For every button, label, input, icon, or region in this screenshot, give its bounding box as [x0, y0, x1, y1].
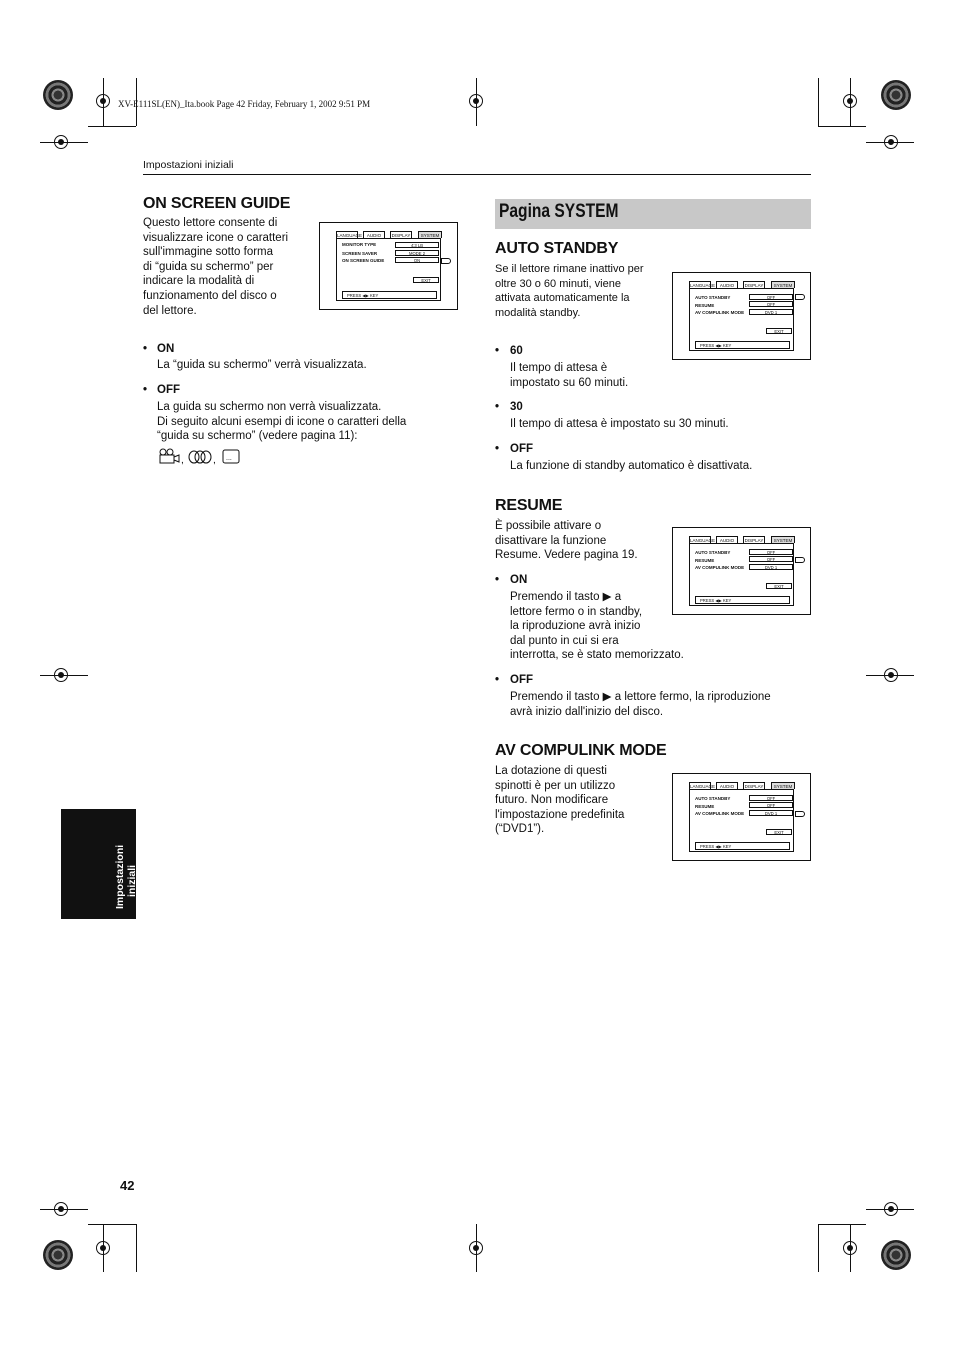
- auto-standby-off-label: OFF: [510, 443, 533, 455]
- osd-screenshot-auto-standby: LANGUAGE AUDIO DISPLAY SYSTEM AUTO STANDBY RESUME AV COMPULINK MODE OFF OFF DVD 1 EXIT PRESS ◀▶ KEY: [672, 272, 811, 360]
- color-target-icon: [43, 1240, 73, 1270]
- header-rule: [143, 174, 811, 175]
- resume-on-text: Premendo il tasto ▶ a lettore fermo o in standby, la riproduzione avrà inizio dal punto in cui si era interrotta, se è stato memorizzato.: [510, 591, 684, 662]
- section-heading-on-screen-guide: ON SCREEN GUIDE: [143, 195, 291, 212]
- section-heading-resume: RESUME: [495, 497, 563, 514]
- camera-angle-icon: [157, 447, 247, 465]
- on-screen-guide-intro: Questo lettore consente di visualizzare icone o caratteri sull'immagine sotto forma di “guida su schermo” per indicare la modalità di funzionamento del disco o del lettore.: [143, 217, 289, 317]
- resume-off-label: OFF: [510, 674, 533, 686]
- option-off-text: La guida su schermo non verrà visualizzata. Di seguito alcuni esempi di icone o caratteri della “guida su schermo” (vedere pagina 11):: [157, 401, 407, 443]
- auto-standby-off-text: La funzione di standby automatico è disattivata.: [510, 460, 753, 472]
- page-number: 42: [120, 1178, 135, 1193]
- color-target-icon: [881, 80, 911, 110]
- print-header: XV-E111SL(EN)_Ita.book Page 42 Friday, February 1, 2002 9:51 PM: [118, 99, 371, 109]
- section-heading-av-compulink: AV COMPULINK MODE: [495, 742, 667, 759]
- auto-standby-30-text: Il tempo di attesa è impostato su 30 minuti.: [510, 418, 729, 430]
- running-header: Impostazioni iniziali: [143, 159, 234, 171]
- page-title: Pagina SYSTEM: [499, 201, 619, 222]
- resume-off-text: Premendo il tasto ▶ a lettore fermo, la riproduzione avrà inizio dall'inizio del disco.: [510, 691, 771, 718]
- auto-standby-60-text: Il tempo di attesa è impostato su 60 minuti.: [510, 362, 629, 389]
- option-on-label: ON: [157, 343, 175, 355]
- auto-standby-intro: Se il lettore rimane inattivo per oltre 30 o 60 minuti, viene attivata automaticamente la modalità standby.: [495, 263, 644, 319]
- osd-screenshot-on-screen-guide: LANGUAGE AUDIO DISPLAY SYSTEM MONITOR TYPE SCREEN SAVER ON SCREEN GUIDE 4:3 LB MODE 2 ON EXIT PRESS ◀▶ KEY: [319, 222, 458, 310]
- svg-text:,: ,: [181, 455, 184, 465]
- color-target-icon: [881, 1240, 911, 1270]
- page-title-bar: [495, 199, 811, 229]
- auto-standby-60-label: 60: [510, 345, 523, 357]
- av-compulink-intro: La dotazione di questi spinotti è per un utilizzo futuro. Non modificare l'impostazione predefinita (“DVD1”).: [495, 765, 625, 836]
- resume-on-label: ON: [510, 574, 528, 586]
- resume-intro: È possibile attivare o disattivare la funzione Resume. Vedere pagina 19.: [495, 520, 638, 562]
- option-on-text: La “guida su schermo” verrà visualizzata.: [157, 359, 367, 371]
- svg-text:,: ,: [213, 455, 216, 465]
- color-target-icon: [43, 80, 73, 110]
- osd-screenshot-resume: LANGUAGE AUDIO DISPLAY SYSTEM AUTO STANDBY RESUME AV COMPULINK MODE OFF OFF DVD 1 EXIT PRESS ◀▶ KEY: [672, 527, 811, 615]
- svg-text:...: ...: [226, 455, 232, 462]
- osd-screenshot-av-compulink: LANGUAGE AUDIO DISPLAY SYSTEM AUTO STANDBY RESUME AV COMPULINK MODE OFF OFF DVD 1 EXIT PRESS ◀▶ KEY: [672, 773, 811, 861]
- side-tab: Impostazioni iniziali: [61, 809, 136, 919]
- option-off-label: OFF: [157, 384, 180, 396]
- section-heading-auto-standby: AUTO STANDBY: [495, 240, 619, 257]
- auto-standby-30-label: 30: [510, 401, 523, 413]
- guide-icon-examples: [157, 447, 247, 465]
